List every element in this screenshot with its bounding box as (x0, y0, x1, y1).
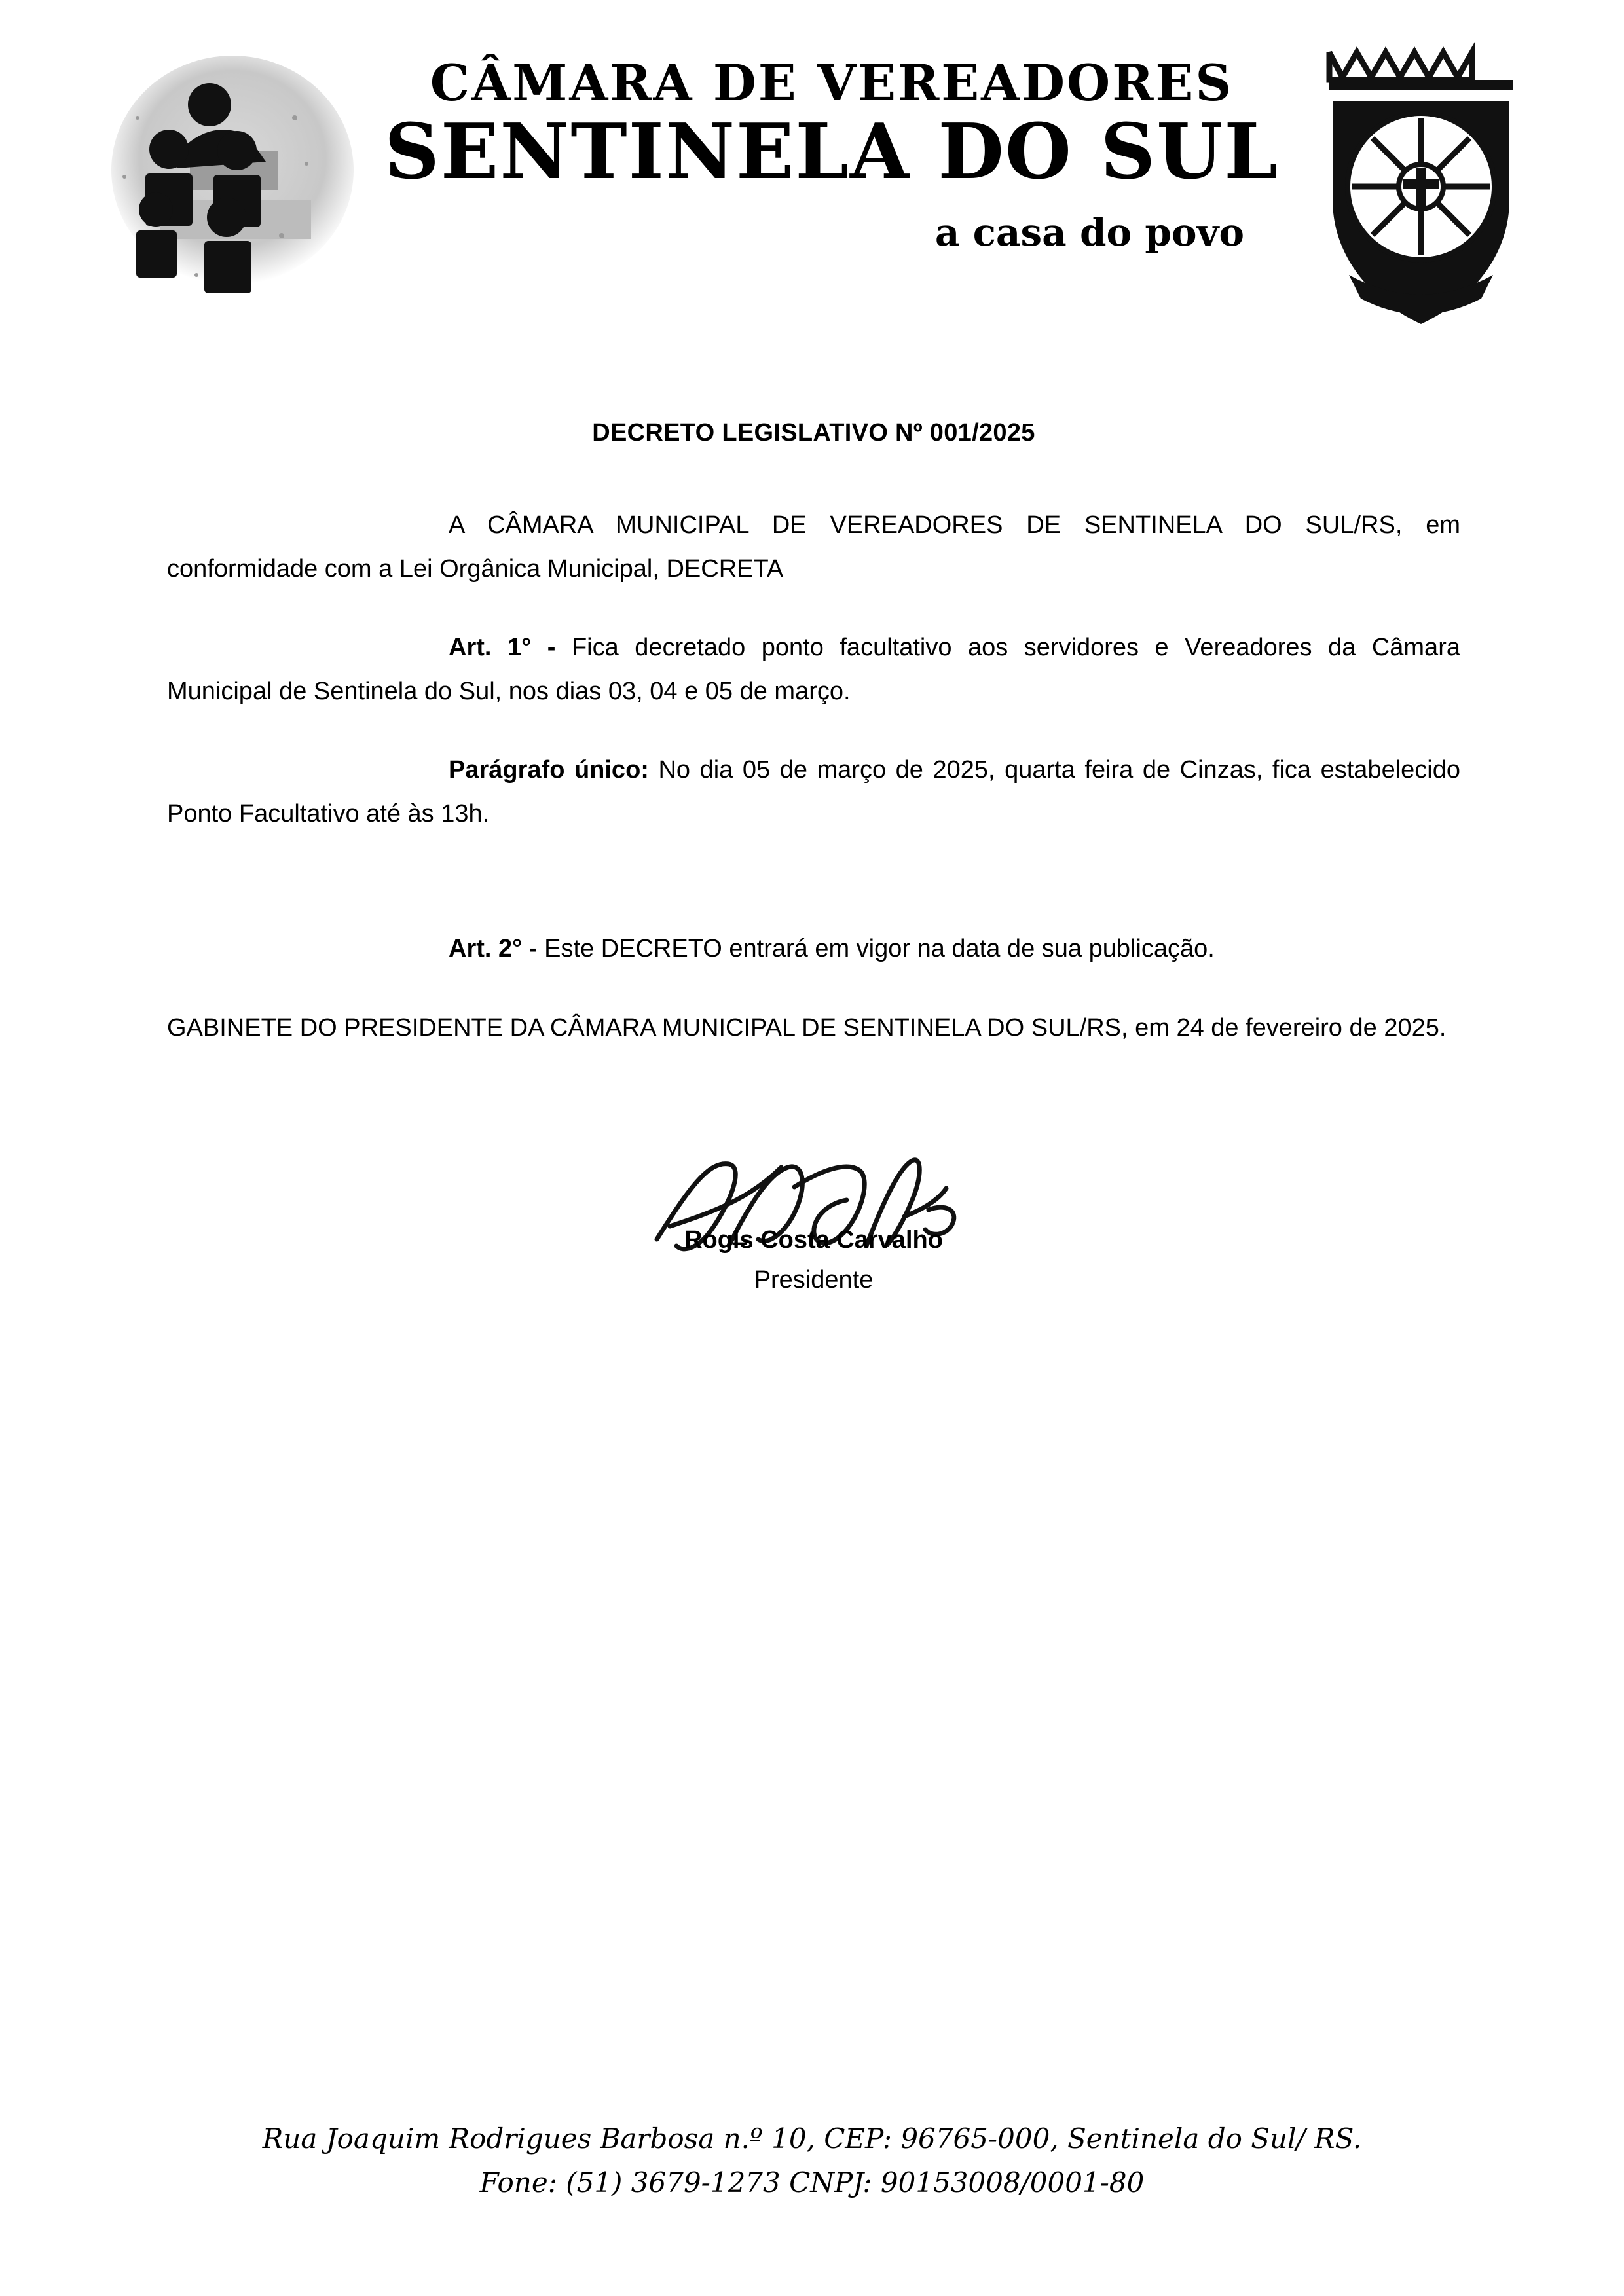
letterhead-line-1: CÂMARA DE VEREADORES (430, 54, 1234, 112)
letterhead-slogan: a casa do povo (934, 210, 1244, 255)
paragraph-art-1-label: Art. 1° - (449, 634, 572, 661)
footer-contact: Fone: (51) 3679-1273 CNPJ: 90153008/0001-80 (479, 2166, 1145, 2198)
signatory-role: Presidente (754, 1266, 874, 1294)
paragraph-art-2 (167, 927, 1460, 971)
paragraph-art-1-text: Fica decretado ponto facultativo aos servidores e Vereadores da Câmara Municipal de Sentinela do Sul, nos dias 03, 04 e 05 de março. (167, 634, 1460, 705)
paragraph-unico (167, 748, 1460, 835)
paragraph-preamble (167, 503, 1460, 591)
paragraph-closing-text: GABINETE DO PRESIDENTE DA CÂMARA MUNICIPAL DE SENTINELA DO SUL/RS, em 24 de fevereiro de 2025. (167, 1013, 1447, 1042)
document-title: DECRETO LEGISLATIVO Nº 001/2025 (592, 419, 1035, 446)
camara-vereadores-logo (98, 39, 380, 340)
document-footer (0, 2117, 1624, 2204)
letterhead-title-block (380, 39, 1303, 255)
spacer (167, 871, 1460, 927)
paragraph-art-1 (167, 626, 1460, 713)
document-body (167, 419, 1460, 1294)
footer-address: Rua Joaquim Rodrigues Barbosa n.º 10, CEP: 96765-000, Sentinela do Sul/ RS. (262, 2122, 1362, 2155)
paragraph-preamble-text: A CÂMARA MUNICIPAL DE VEREADORES DE SENTINELA DO SUL/RS, em conformidade com a Lei Orgânica Municipal, DECRETA (167, 511, 1460, 583)
signature-block (167, 1148, 1460, 1294)
brasao-municipal-icon (1303, 39, 1539, 347)
paragraph-art-2-text: Este DECRETO entrará em vigor na data de sua publicação. (544, 935, 1215, 962)
paragraph-art-2-label: Art. 2° - (449, 935, 545, 962)
paragraph-unico-text: No dia 05 de março de 2025, quarta feira de Cinzas, fica estabelecido Ponto Facultativo até às 13h. (167, 756, 1460, 828)
paragraph-closing (167, 1006, 1460, 1050)
letterhead (98, 39, 1539, 380)
letterhead-line-2: SENTINELA DO SUL (384, 107, 1279, 196)
signatory-name: Rogl̶s Costa Carvalho (684, 1226, 943, 1254)
paragraph-unico-label: Parágrafo único: (449, 756, 659, 784)
